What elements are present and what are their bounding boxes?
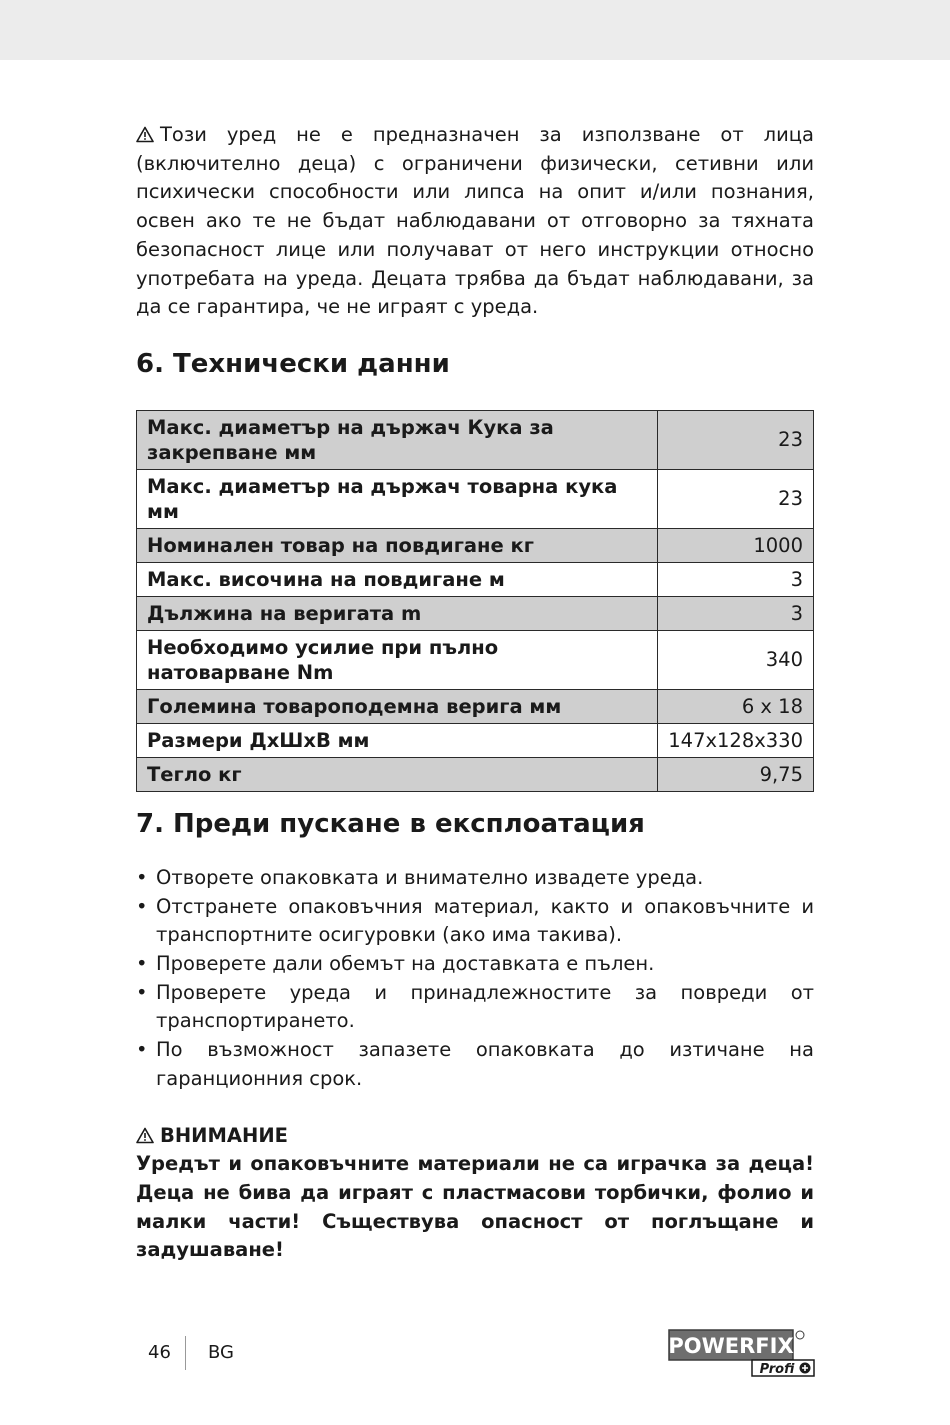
page-content [136,121,814,1265]
logo-brand-text: POWERFIX [668,1334,794,1358]
attention-title: ВНИМАНИЕ [160,1123,288,1147]
spec-label: Макс. диаметър на държач Кука за закрепване мм [137,410,658,469]
list-item [136,864,814,893]
preparation-steps-list [136,864,814,1094]
page-number: 46 [148,1342,171,1363]
warning-triangle-icon [136,1122,156,1151]
bullet-icon: • [136,952,148,976]
list-item [136,950,814,979]
intro-text: Този уред не е предназначен за използване от лица (включително деца) с ограничени физически, сетивни или психически способности или липса на опит и/или познания, освен ако те не бъдат наблюдавани от отговорно за тяхната безопасност лице или получават от него инструкции относно употребата на уреда. Децата трябва да бъдат наблюдавани, за да се гарантира, че не играят с уреда. [136,123,814,319]
table-row [137,723,814,757]
list-item [136,893,814,950]
spec-label: Номинален товар на повдигане кг [137,528,658,562]
intro-paragraph [136,121,814,322]
spec-value: 23 [658,469,814,528]
spec-value: 1000 [658,528,814,562]
table-row [137,528,814,562]
spec-value: 3 [658,562,814,596]
spec-label: Макс. височина на повдигане м [137,562,658,596]
technical-data-table [136,410,814,792]
spec-value: 23 [658,410,814,469]
bullet-icon: • [136,980,148,1004]
spec-label: Макс. диаметър на държач товарна кука мм [137,469,658,528]
table-row [137,689,814,723]
spec-value: 3 [658,596,814,630]
spec-value: 147x128x330 [658,723,814,757]
attention-text: Уредът и опаковъчните материали не са играчка за деца! Деца не бива да играят с пластмасови торбички, фолио и малки части! Съществува опасност от поглъщане и задушаване! [136,1152,814,1262]
spec-label: Тегло кг [137,757,658,791]
table-row [137,596,814,630]
step-text: Проверете уреда и принадлежностите за повреди от транспортирането. [156,980,814,1033]
table-row [137,757,814,791]
spec-label: Дължина на веригата m [137,596,658,630]
step-text: Отстранете опаковъчния материал, както и опаковъчните и транспортните осигуровки (ако има такива). [156,894,814,947]
spec-label: Размери ДxШxВ мм [137,723,658,757]
logo-sub-text: Profi [759,1362,795,1377]
spec-label: Големина товароподемна верига мм [137,689,658,723]
table-row [137,630,814,689]
page-footer [0,1336,950,1376]
table-row [137,469,814,528]
warning-triangle-icon [136,121,156,150]
section-7-title: 7. Преди пускане в експлоатация [136,808,645,839]
spec-value: 340 [658,630,814,689]
bullet-icon: • [136,865,148,889]
list-item [136,1036,814,1093]
spec-value: 6 x 18 [658,689,814,723]
bullet-icon: • [136,894,148,918]
step-text: Проверете дали обемът на доставката е пълен. [156,952,655,976]
step-text: По възможност запазете опаковката до изтичане на гаранционния срок. [156,1038,814,1090]
table-row [137,410,814,469]
spec-value: 9,75 [658,757,814,791]
top-band [0,0,950,60]
step-text: Отворете опаковката и внимателно извадете уреда. [156,865,704,889]
section-6-title: 6. Технически данни [136,348,450,379]
attention-heading [136,1122,814,1151]
table-row [137,562,814,596]
list-item [136,979,814,1036]
spec-label: Необходимо усилие при пълно натоварване Nm [137,630,658,689]
language-code: BG [208,1342,234,1363]
bullet-icon: • [136,1038,148,1062]
powerfix-logo [668,1329,816,1377]
footer-divider [185,1336,186,1370]
